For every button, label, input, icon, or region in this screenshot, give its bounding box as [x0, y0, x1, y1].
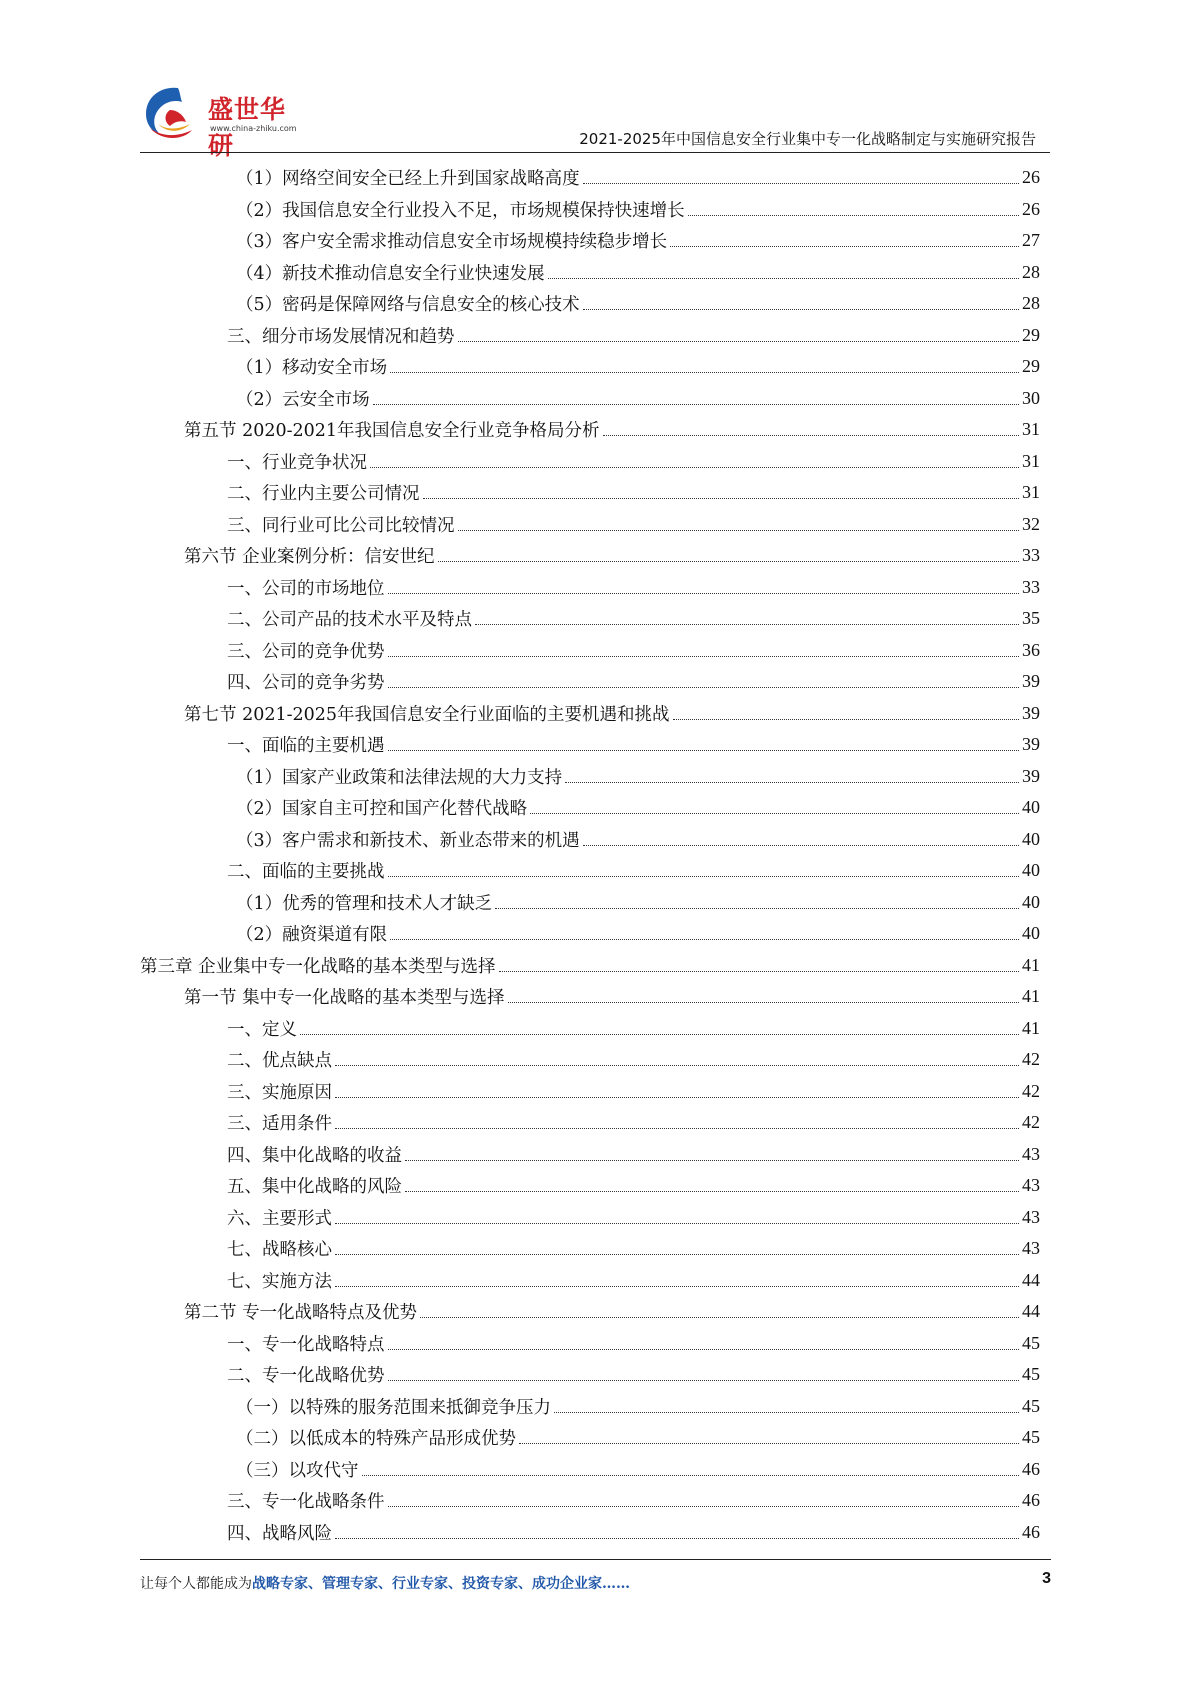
toc-entry-page: 43: [1022, 1143, 1040, 1164]
toc-entry[interactable]: [140, 855, 1040, 887]
toc-entry-page: 31: [1022, 419, 1040, 440]
toc-entry-title: 七、实施方法: [227, 1271, 332, 1292]
toc-entry[interactable]: [140, 635, 1040, 667]
toc-entry-title: 二、专一化战略优势: [227, 1366, 385, 1387]
toc-entry[interactable]: [140, 1328, 1040, 1360]
toc-entry-page: 41: [1022, 954, 1040, 975]
toc-entry[interactable]: [140, 1233, 1040, 1265]
toc-entry-title: 三、同行业可比公司比较情况: [227, 515, 455, 536]
toc-entry[interactable]: [140, 1107, 1040, 1139]
toc-entry-page: 46: [1022, 1490, 1040, 1511]
toc-entry[interactable]: [140, 761, 1040, 793]
toc-entry-title: 一、定义: [227, 1019, 297, 1040]
toc-entry-page: 40: [1022, 828, 1040, 849]
toc-dot-leader: [370, 449, 1019, 468]
toc-dot-leader: [475, 607, 1019, 626]
toc-entry-title: 一、专一化战略特点: [227, 1334, 385, 1355]
toc-entry[interactable]: [140, 320, 1040, 352]
toc-entry[interactable]: [140, 666, 1040, 698]
toc-entry-page: 41: [1022, 1017, 1040, 1038]
toc-entry-title: 四、集中化战略的收益: [227, 1145, 402, 1166]
toc-entry[interactable]: [140, 1076, 1040, 1108]
toc-dot-leader: [438, 544, 1019, 563]
toc-entry-page: 26: [1022, 167, 1040, 188]
toc-entry[interactable]: [140, 477, 1040, 509]
toc-entry-title: （3）客户需求和新技术、新业态带来的机遇: [236, 830, 580, 851]
toc-entry-title: 三、实施原因: [227, 1082, 332, 1103]
toc-entry[interactable]: [140, 572, 1040, 604]
toc-entry-page: 40: [1022, 891, 1040, 912]
toc-entry-title: （2）国家自主可控和国产化替代战略: [236, 799, 528, 820]
toc-entry[interactable]: [140, 1265, 1040, 1297]
toc-entry-title: 二、行业内主要公司情况: [227, 484, 420, 505]
toc-entry-page: 42: [1022, 1080, 1040, 1101]
toc-entry-title: （二）以低成本的特殊产品形成优势: [236, 1429, 516, 1450]
toc-entry[interactable]: [140, 225, 1040, 257]
toc-entry[interactable]: [140, 288, 1040, 320]
toc-entry[interactable]: [140, 887, 1040, 919]
toc-entry-title: 第七节 2021-2025年我国信息安全行业面临的主要机遇和挑战: [184, 704, 670, 725]
toc-entry-title: （一）以特殊的服务范围来抵御竞争压力: [236, 1397, 551, 1418]
logo-url: www.china-zhiku.com: [210, 124, 297, 133]
toc-dot-leader: [583, 166, 1019, 185]
toc-entry[interactable]: [140, 383, 1040, 415]
toc-dot-leader: [548, 260, 1019, 279]
toc-dot-leader: [388, 670, 1020, 689]
company-logo: [140, 84, 310, 160]
toc-entry-title: 第三章 企业集中专一化战略的基本类型与选择: [140, 956, 496, 977]
toc-entry-page: 43: [1022, 1175, 1040, 1196]
toc-dot-leader: [388, 859, 1020, 878]
toc-entry-page: 28: [1022, 293, 1040, 314]
toc-entry[interactable]: [140, 509, 1040, 541]
toc-dot-leader: [508, 985, 1019, 1004]
toc-dot-leader: [583, 292, 1019, 311]
toc-entry-page: 33: [1022, 545, 1040, 566]
toc-entry-title: 第五节 2020-2021年我国信息安全行业竞争格局分析: [184, 421, 600, 442]
toc-entry-page: 41: [1022, 986, 1040, 1007]
toc-entry-title: 第六节 企业案例分析：信安世纪: [184, 547, 435, 568]
toc-entry[interactable]: [140, 698, 1040, 730]
toc-entry-page: 45: [1022, 1332, 1040, 1353]
toc-entry[interactable]: [140, 194, 1040, 226]
toc-dot-leader: [565, 764, 1019, 783]
toc-entry[interactable]: [140, 1454, 1040, 1486]
toc-entry-title: 一、行业竞争状况: [227, 452, 367, 473]
toc-entry-title: （2）云安全市场: [236, 389, 370, 410]
toc-dot-leader: [499, 953, 1019, 972]
toc-dot-leader: [300, 1016, 1019, 1035]
toc-entry-page: 26: [1022, 198, 1040, 219]
toc-dot-leader: [390, 355, 1019, 374]
toc-dot-leader: [388, 638, 1020, 657]
toc-entry-page: 28: [1022, 261, 1040, 282]
toc-dot-leader: [335, 1048, 1019, 1067]
toc-entry[interactable]: [140, 1044, 1040, 1076]
toc-entry[interactable]: [140, 1517, 1040, 1549]
header-divider: [140, 152, 1050, 153]
toc-entry-title: 五、集中化战略的风险: [227, 1177, 402, 1198]
toc-entry-title: （2）我国信息安全行业投入不足，市场规模保持快速增长: [236, 200, 685, 221]
toc-entry-page: 42: [1022, 1049, 1040, 1070]
toc-dot-leader: [420, 1300, 1019, 1319]
toc-entry[interactable]: [140, 414, 1040, 446]
toc-entry-title: （三）以攻代守: [236, 1460, 359, 1481]
toc-entry-page: 43: [1022, 1206, 1040, 1227]
toc-entry[interactable]: [140, 257, 1040, 289]
toc-dot-leader: [405, 1142, 1019, 1161]
toc-entry[interactable]: [140, 981, 1040, 1013]
toc-entry-page: 29: [1022, 324, 1040, 345]
page-header: [140, 82, 1051, 160]
toc-dot-leader: [519, 1426, 1019, 1445]
toc-entry[interactable]: [140, 162, 1040, 194]
toc-dot-leader: [362, 1457, 1020, 1476]
toc-dot-leader: [458, 323, 1020, 342]
toc-entry-title: （4）新技术推动信息安全行业快速发展: [236, 263, 545, 284]
toc-entry-title: 三、细分市场发展情况和趋势: [227, 326, 455, 347]
toc-entry-title: 一、公司的市场地位: [227, 578, 385, 599]
toc-dot-leader: [688, 197, 1019, 216]
toc-dot-leader: [335, 1237, 1019, 1256]
toc-entry-page: 29: [1022, 356, 1040, 377]
toc-entry-page: 30: [1022, 387, 1040, 408]
toc-entry-title: （2）融资渠道有限: [236, 925, 388, 946]
toc-entry-title: 三、公司的竞争优势: [227, 641, 385, 662]
toc-dot-leader: [405, 1174, 1019, 1193]
toc-entry-title: （1）网络空间安全已经上升到国家战略高度: [236, 169, 580, 190]
toc-entry-title: 七、战略核心: [227, 1240, 332, 1261]
toc-entry-title: 第二节 专一化战略特点及优势: [184, 1303, 418, 1324]
page-number: 3: [1042, 1570, 1051, 1587]
toc-dot-leader: [583, 827, 1019, 846]
toc-dot-leader: [335, 1205, 1019, 1224]
toc-dot-leader: [388, 1363, 1020, 1382]
footer-divider: [140, 1559, 1051, 1560]
toc-dot-leader: [388, 1331, 1020, 1350]
toc-entry-page: 43: [1022, 1238, 1040, 1259]
toc-entry[interactable]: [140, 603, 1040, 635]
toc-entry-title: （5）密码是保障网络与信息安全的核心技术: [236, 295, 580, 316]
toc-entry-page: 44: [1022, 1301, 1040, 1322]
toc-entry-page: 46: [1022, 1521, 1040, 1542]
toc-entry-title: 二、优点缺点: [227, 1051, 332, 1072]
toc-entry[interactable]: [140, 918, 1040, 950]
logo-emblem-icon: [140, 84, 206, 144]
footer-slogan-prefix: 让每个人都能成为: [140, 1576, 252, 1592]
toc-entry[interactable]: [140, 1359, 1040, 1391]
toc-entry-title: （3）客户安全需求推动信息安全市场规模持续稳步增长: [236, 232, 668, 253]
toc-entry-title: 第一节 集中专一化战略的基本类型与选择: [184, 988, 505, 1009]
toc-entry-title: 六、主要形式: [227, 1208, 332, 1229]
toc-entry-page: 45: [1022, 1395, 1040, 1416]
toc-dot-leader: [530, 796, 1019, 815]
toc-entry-title: 四、战略风险: [227, 1523, 332, 1544]
toc-entry[interactable]: [140, 446, 1040, 478]
toc-entry-page: 39: [1022, 765, 1040, 786]
toc-entry[interactable]: [140, 1170, 1040, 1202]
toc-dot-leader: [458, 512, 1020, 531]
toc-entry[interactable]: [140, 1202, 1040, 1234]
logo-name: 盛世华研: [208, 95, 287, 160]
toc-entry[interactable]: [140, 1013, 1040, 1045]
toc-entry-page: 39: [1022, 671, 1040, 692]
toc-dot-leader: [673, 701, 1019, 720]
toc-entry-page: 35: [1022, 608, 1040, 629]
toc-dot-leader: [335, 1520, 1019, 1539]
toc-entry-title: （1）国家产业政策和法律法规的大力支持: [236, 767, 563, 788]
toc-entry-page: 46: [1022, 1458, 1040, 1479]
toc-entry[interactable]: [140, 1485, 1040, 1517]
table-of-contents: [140, 162, 1040, 1548]
toc-entry-title: 一、面临的主要机遇: [227, 736, 385, 757]
toc-entry-page: 44: [1022, 1269, 1040, 1290]
toc-entry-page: 31: [1022, 450, 1040, 471]
toc-entry-page: 27: [1022, 230, 1040, 251]
toc-dot-leader: [603, 418, 1019, 437]
footer-slogan-highlight: 战略专家、管理专家、行业专家、投资专家、成功企业家……: [252, 1576, 630, 1592]
toc-dot-leader: [423, 481, 1020, 500]
toc-dot-leader: [495, 890, 1019, 909]
toc-entry-title: 四、公司的竞争劣势: [227, 673, 385, 694]
toc-dot-leader: [335, 1111, 1019, 1130]
toc-entry-page: 31: [1022, 482, 1040, 503]
toc-entry-page: 33: [1022, 576, 1040, 597]
toc-entry-title: 二、面临的主要挑战: [227, 862, 385, 883]
toc-entry[interactable]: [140, 950, 1040, 982]
toc-entry-page: 36: [1022, 639, 1040, 660]
report-title: 2021-2025年中国信息安全行业集中专一化战略制定与实施研究报告: [579, 130, 1036, 148]
toc-entry-title: （1）移动安全市场: [236, 358, 388, 379]
toc-entry[interactable]: [140, 351, 1040, 383]
toc-entry-title: 三、适用条件: [227, 1114, 332, 1135]
toc-entry-page: 45: [1022, 1364, 1040, 1385]
toc-entry[interactable]: [140, 729, 1040, 761]
toc-entry[interactable]: [140, 792, 1040, 824]
toc-entry-title: 二、公司产品的技术水平及特点: [227, 610, 472, 631]
toc-entry[interactable]: [140, 540, 1040, 572]
toc-entry-page: 42: [1022, 1112, 1040, 1133]
toc-entry-page: 40: [1022, 923, 1040, 944]
toc-dot-leader: [335, 1268, 1019, 1287]
toc-entry-page: 40: [1022, 860, 1040, 881]
toc-entry-title: 三、专一化战略条件: [227, 1492, 385, 1513]
toc-entry-page: 32: [1022, 513, 1040, 534]
toc-dot-leader: [390, 922, 1019, 941]
toc-dot-leader: [373, 386, 1019, 405]
toc-entry[interactable]: [140, 1296, 1040, 1328]
toc-entry[interactable]: [140, 824, 1040, 856]
toc-entry[interactable]: [140, 1139, 1040, 1171]
toc-entry-page: 39: [1022, 702, 1040, 723]
toc-entry-page: 40: [1022, 797, 1040, 818]
toc-dot-leader: [670, 229, 1019, 248]
toc-dot-leader: [388, 575, 1020, 594]
toc-entry-title: （1）优秀的管理和技术人才缺乏: [236, 893, 493, 914]
toc-entry-page: 39: [1022, 734, 1040, 755]
toc-dot-leader: [388, 733, 1020, 752]
toc-entry-page: 45: [1022, 1427, 1040, 1448]
toc-entry[interactable]: [140, 1391, 1040, 1423]
footer-slogan: [140, 1573, 630, 1593]
toc-dot-leader: [335, 1079, 1019, 1098]
toc-dot-leader: [388, 1489, 1020, 1508]
toc-dot-leader: [554, 1394, 1019, 1413]
toc-entry[interactable]: [140, 1422, 1040, 1454]
